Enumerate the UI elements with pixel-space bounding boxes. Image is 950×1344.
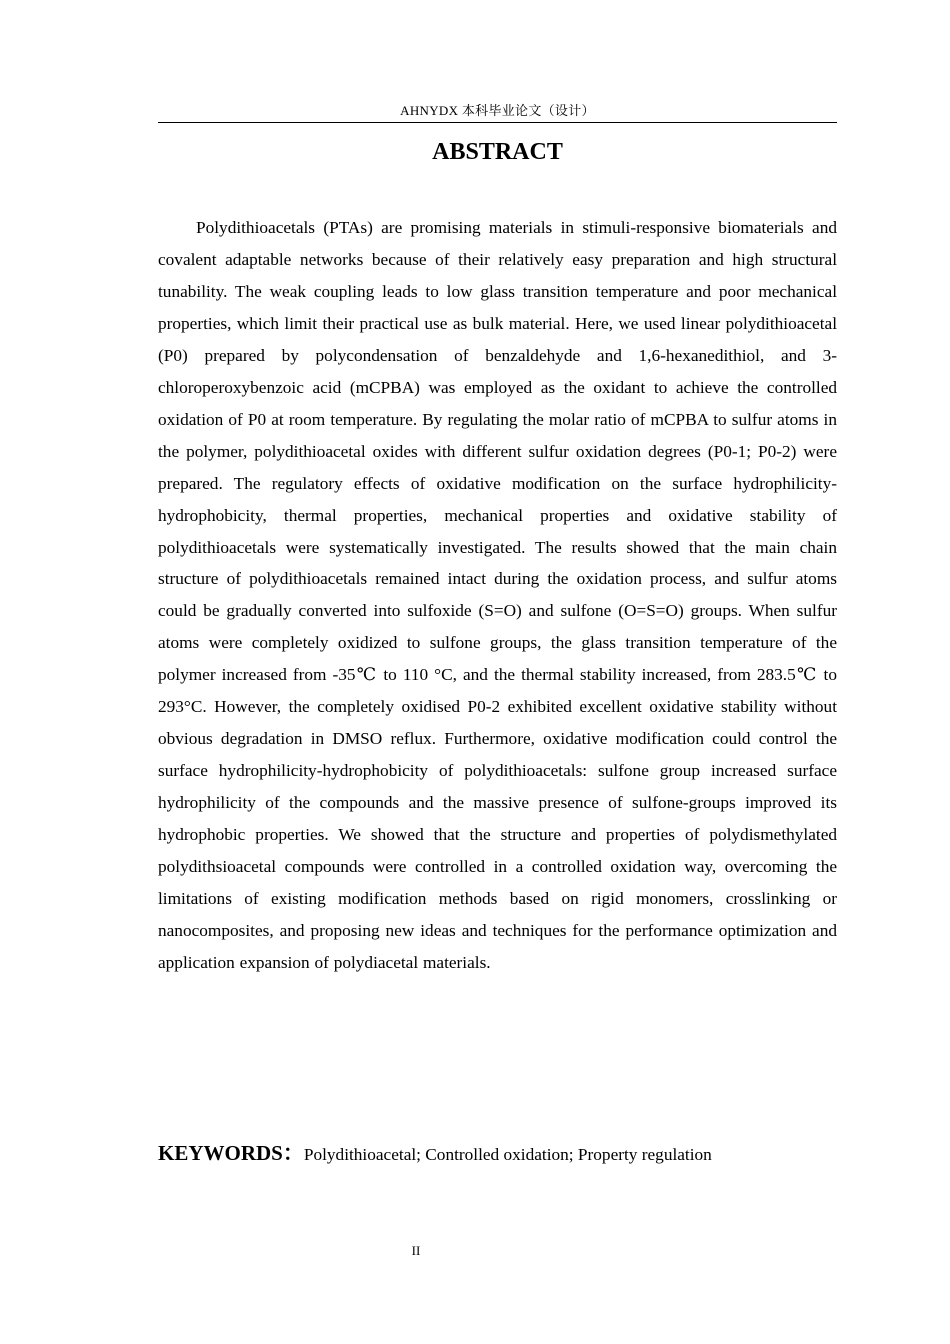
keywords-line [158, 1137, 837, 1171]
running-header: AHNYDX 本科毕业论文（设计） [400, 103, 595, 118]
abstract-paragraph: Polydithioacetals (PTAs) are promising materials in stimuli-responsive biomaterials and covalent adaptable networks because of their relatively easy preparation and high structural tunability. The weak coupling leads to low glass transition temperature and poor mechanical properties, which limit their practical use as bulk material. Here, we used linear polydithioacetal (P0) prepared by polycondensation of benzaldehyde and 1,6-hexanedithiol, and 3-chloroperoxybenzoic acid (mCPBA) was employed as the oxidant to achieve the controlled oxidation of P0 at room temperature. By regulating the molar ratio of mCPBA to sulfur atoms in the polymer, polydithioacetal oxides with different sulfur oxidation degrees (P0-1; P0-2) were prepared. The regulatory effects of oxidative modification on the surface hydrophilicity-hydrophobicity, thermal properties, mechanical properties and oxidative stability of polydithioacetals were systematically investigated. The results showed that the main chain structure of polydithioacetals remained intact during the oxidation process, and sulfur atoms could be gradually converted into sulfoxide (S=O) and sulfone (O=S=O) groups. When sulfur atoms were completely oxidized to sulfone groups, the glass transition temperature of the polymer increased from -35℃ to 110 °C, and the thermal stability increased, from 283.5℃ to 293°C. However, the completely oxidised P0-2 exhibited excellent oxidative stability without obvious degradation in DMSO reflux. Furthermore, oxidative modification could control the surface hydrophilicity-hydrophobicity of polydithioacetals: sulfone group increased surface hydrophilicity of the compounds and the massive presence of sulfone-groups improved its hydrophobic properties. We showed that the structure and properties of polydismethylated polydithsioacetal compounds were controlled in a controlled oxidation way, overcoming the limitations of existing modification methods based on rigid monomers, crosslinking or nanocomposites, and proposing new ideas and techniques for the performance optimization and application expansion of polydiacetal materials. [158, 218, 837, 972]
keywords-label: KEYWORDS： [158, 1141, 304, 1165]
header-rule [158, 122, 837, 123]
page-title: ABSTRACT [432, 139, 563, 165]
page-number: II [411, 1243, 421, 1258]
keywords-value: Polydithioacetal; Controlled oxidation; Property regulation [303, 1145, 712, 1164]
